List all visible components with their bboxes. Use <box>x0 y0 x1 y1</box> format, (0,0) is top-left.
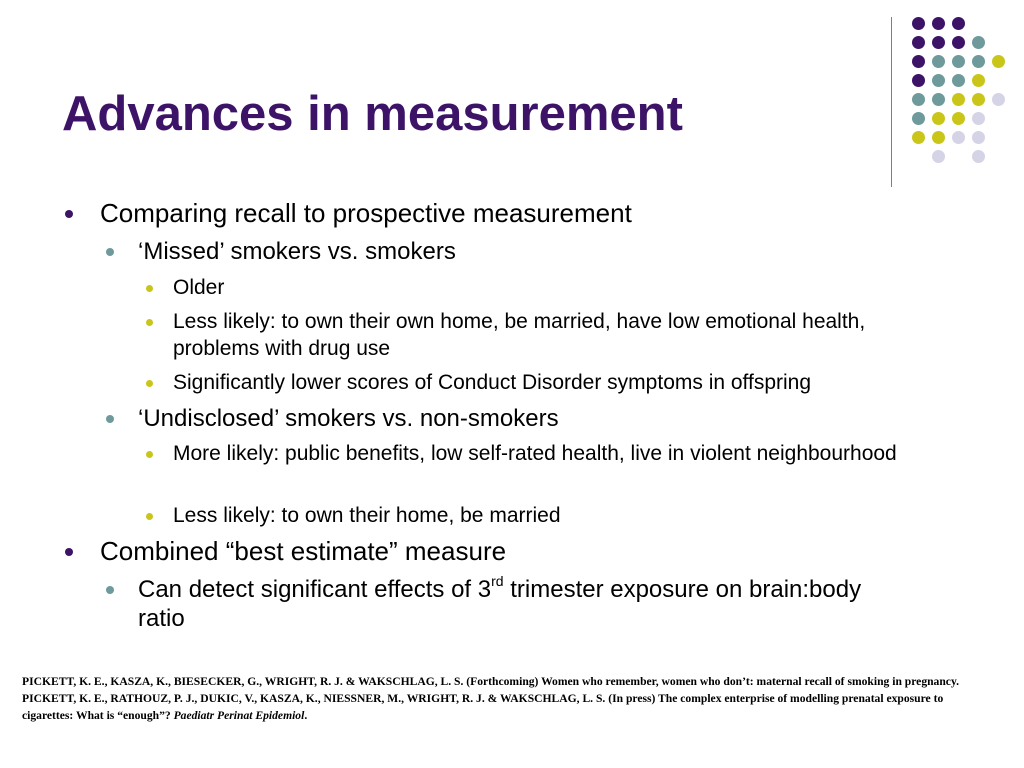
bullet-dot <box>146 285 153 292</box>
bullet-dot <box>146 319 153 326</box>
decorative-dot <box>932 36 945 49</box>
bullet-dot <box>106 248 114 256</box>
bullet-dot <box>106 415 114 423</box>
bullet-level3 <box>173 440 913 467</box>
bullet-text: Significantly lower scores of Conduct Disorder symptoms in offspring <box>173 371 812 394</box>
decorative-dot <box>932 17 945 30</box>
decorative-dot <box>912 74 925 87</box>
decorative-dot <box>952 36 965 49</box>
bullet-dot <box>146 513 153 520</box>
bullet-dot <box>65 548 73 556</box>
bullet-level1 <box>100 536 900 567</box>
ordinal-superscript: rd <box>491 573 504 589</box>
decorative-dot <box>932 112 945 125</box>
decorative-dot <box>952 74 965 87</box>
bullet-text <box>138 575 908 633</box>
bullet-level2 <box>138 575 908 633</box>
bullet-dot <box>146 451 153 458</box>
decorative-dot <box>972 112 985 125</box>
decorative-divider <box>891 17 892 187</box>
reference-1: PICKETT, K. E., KASZA, K., BIESECKER, G., WRIGHT, R. J. & WAKSCHLAG, L. S. (Forthcoming) Women who remember, women who don’t: maternal recall of smoking in pregnancy. <box>22 675 960 688</box>
bullet-text: Comparing recall to prospective measurement <box>100 198 632 228</box>
decorative-dot <box>972 36 985 49</box>
decorative-dot <box>992 93 1005 106</box>
decorative-dot <box>952 55 965 68</box>
decorative-dot <box>932 74 945 87</box>
bullet-text: Older <box>173 276 225 299</box>
bullet-text-part: Can detect significant effects of 3 <box>138 576 492 603</box>
slide-title: Advances in measurement <box>62 87 683 141</box>
bullet-level3 <box>173 369 973 396</box>
decorative-dot <box>912 112 925 125</box>
decorative-dot <box>912 17 925 30</box>
bullet-level2 <box>138 404 918 433</box>
bullet-text-part: trimester exposure on brain:body ratio <box>138 576 862 632</box>
decorative-dot <box>992 55 1005 68</box>
bullet-level3 <box>173 308 953 362</box>
decorative-dot <box>912 55 925 68</box>
decorative-dot <box>952 131 965 144</box>
bullet-level1 <box>100 198 900 229</box>
bullet-text: More likely: public benefits, low self-rated health, live in violent neighbourhood <box>173 442 897 465</box>
references <box>22 673 997 724</box>
decorative-dot <box>972 55 985 68</box>
decorative-dot <box>972 131 985 144</box>
bullet-text: Less likely: to own their home, be married <box>173 504 561 527</box>
decorative-dot <box>932 55 945 68</box>
decorative-dot <box>912 36 925 49</box>
decorative-dot <box>952 93 965 106</box>
bullet-dot <box>106 586 114 594</box>
reference-2 <box>22 690 997 724</box>
bullet-text: ‘Missed’ smokers vs. smokers <box>138 238 456 265</box>
decorative-dot <box>932 93 945 106</box>
bullet-level3 <box>173 502 953 529</box>
bullet-text: ‘Undisclosed’ smokers vs. non-smokers <box>138 405 559 432</box>
decorative-dot <box>932 131 945 144</box>
bullet-level2 <box>138 237 918 266</box>
decorative-dot <box>952 17 965 30</box>
reference-text: . <box>304 709 308 722</box>
decorative-dot <box>972 93 985 106</box>
bullet-level3 <box>173 274 953 301</box>
bullet-dot <box>146 380 153 387</box>
bullet-text: Combined “best estimate” measure <box>100 536 507 566</box>
bullet-text: Less likely: to own their own home, be married, have low emotional health, problems with drug use <box>173 310 866 360</box>
bullet-dot <box>65 210 73 218</box>
decorative-dot <box>912 131 925 144</box>
journal-title: Paediatr Perinat Epidemiol <box>173 709 305 722</box>
decorative-dot <box>912 93 925 106</box>
decorative-dot <box>952 112 965 125</box>
reference-text: PICKETT, K. E., RATHOUZ, P. J., DUKIC, V., KASZA, K., NIESSNER, M., WRIGHT, R. J. & WAKSCHLAG, L. S. (In press) The complex enterprise of modelling prenatal exposure to cigarettes: What is “enough”? <box>22 692 944 722</box>
decorative-dot <box>932 150 945 163</box>
decorative-dot <box>972 74 985 87</box>
decorative-dot <box>972 150 985 163</box>
